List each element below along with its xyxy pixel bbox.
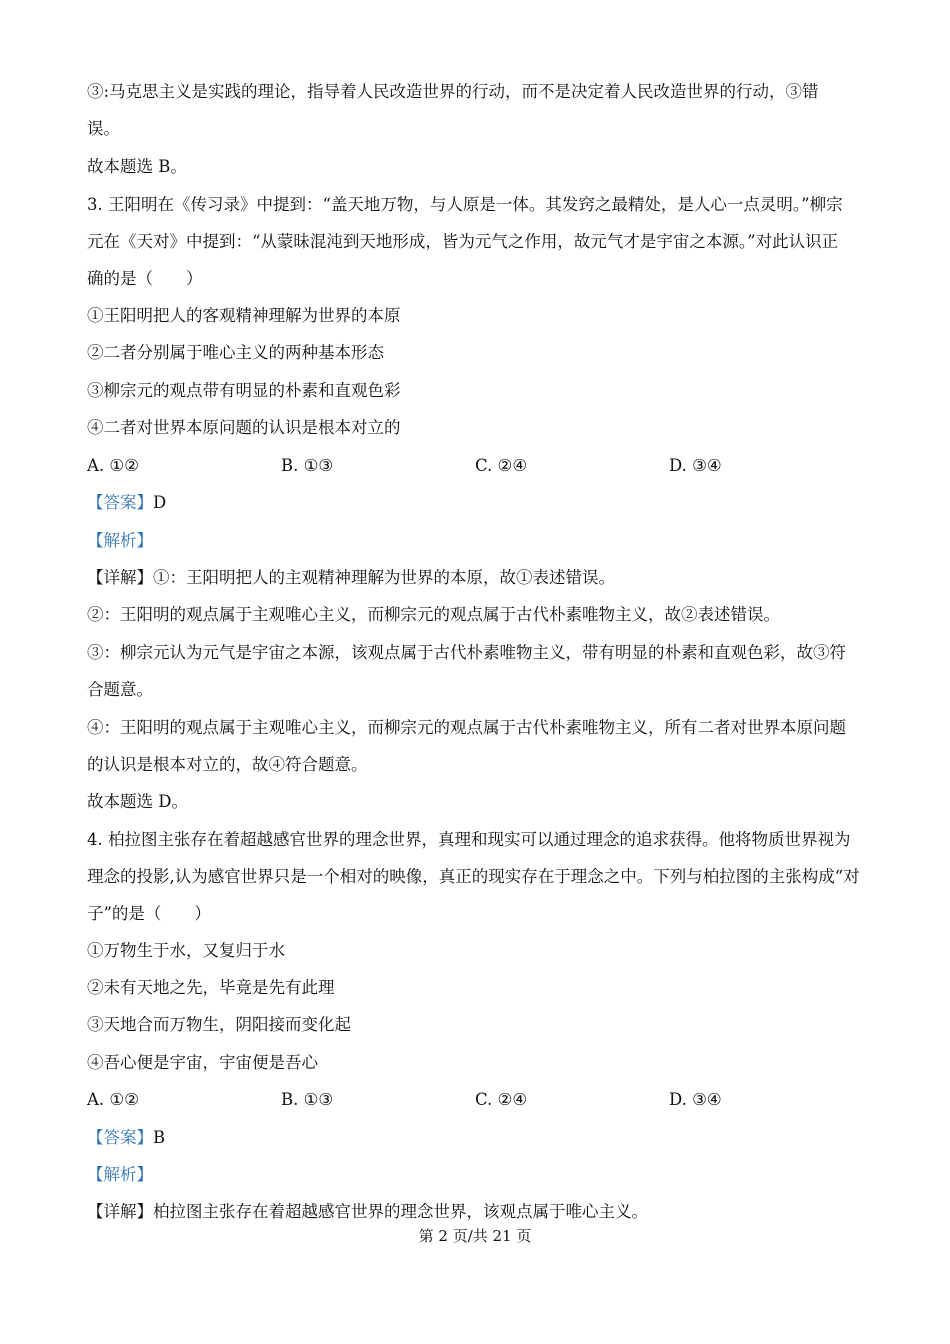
- q3-statement: ②二者分别属于唯心主义的两种基本形态: [87, 343, 384, 362]
- q3-stem-line: 确的是（ ）: [87, 269, 203, 288]
- q3-answer: [87, 492, 166, 514]
- q3-detail-line: ③：柳宗元认为元气是宇宙之本源，该观点属于古代朴素唯物主义，带有明显的朴素和直观色彩，故③符: [87, 643, 846, 662]
- detail-tag: 【详解】: [87, 1202, 153, 1221]
- analysis-tag: 【解析】: [87, 531, 153, 550]
- q4-detail-line: [87, 1201, 648, 1223]
- q4-statement: ①万物生于水，又复归于水: [87, 941, 285, 960]
- q4-statement: ③天地合而万物生，阴阳接而变化起: [87, 1015, 351, 1034]
- q4-stem-line: 理念的投影,认为感官世界只是一个相对的映像，真正的现实存在于理念之中。下列与柏拉图的主张构成“对: [87, 867, 860, 886]
- answer-tag: 【答案】: [87, 1128, 153, 1147]
- q4-stem-line: 子”的是（ ）: [87, 904, 211, 923]
- q3-detail-line: 合题意。: [87, 680, 153, 699]
- text-line: ③:马克思主义是实践的理论，指导着人民改造世界的行动，而不是决定着人民改造世界的行动，③错: [87, 82, 819, 101]
- answer-value: B: [153, 1128, 166, 1147]
- q4-option-d: D. ③④: [669, 1090, 722, 1109]
- q4-statement: ④吾心便是宇宙，宇宙便是吾心: [87, 1053, 318, 1072]
- detail-text: 柏拉图主张存在着超越感官世界的理念世界，该观点属于唯心主义。: [153, 1202, 648, 1221]
- text-line: 误。: [87, 119, 120, 138]
- text-line: 故本题选 B。: [87, 157, 187, 176]
- q4-statement: ②未有天地之先，毕竟是先有此理: [87, 978, 335, 997]
- q3-stem-line: 元在《天对》中提到：“从蒙昧混沌到天地形成，皆为元气之作用，故元气才是宇宙之本源。”对此认识正: [87, 232, 839, 251]
- page-footer: 第 2 页/共 21 页: [418, 1227, 532, 1245]
- q3-option-a: A. ①②: [87, 456, 139, 475]
- answer-value: D: [153, 493, 167, 512]
- q3-option-c: C. ②④: [475, 456, 528, 475]
- q3-stem-line: 3. 王阳明在《传习录》中提到：“盖天地万物，与人原是一体。其发窍之最精处，是人心一点灵明。”柳宗: [87, 195, 843, 214]
- q3-statement: ③柳宗元的观点带有明显的朴素和直观色彩: [87, 381, 401, 400]
- q3-detail-line: 的认识是根本对立的，故④符合题意。: [87, 755, 368, 774]
- q3-option-b: B. ①③: [281, 456, 334, 475]
- analysis-tag: 【解析】: [87, 1165, 153, 1184]
- q4-stem-line: 4. 柏拉图主张存在着超越感官世界的理念世界，真理和现实可以通过理念的追求获得。他将物质世界视为: [87, 830, 851, 849]
- q3-detail-line: 故本题选 D。: [87, 792, 188, 811]
- q4-option-c: C. ②④: [475, 1090, 528, 1109]
- detail-tag: 【详解】: [87, 568, 153, 587]
- detail-text: ①：王阳明把人的主观精神理解为世界的本原，故①表述错误。: [153, 568, 615, 587]
- q3-detail-line: ②：王阳明的观点属于主观唯心主义，而柳宗元的观点属于古代朴素唯物主义，故②表述错误。: [87, 605, 780, 624]
- q3-detail-line: ④：王阳明的观点属于主观唯心主义，而柳宗元的观点属于古代朴素唯物主义，所有二者对世界本原问题: [87, 718, 846, 737]
- q3-statement: ④二者对世界本原问题的认识是根本对立的: [87, 418, 401, 437]
- q3-statement: ①王阳明把人的客观精神理解为世界的本原: [87, 306, 401, 325]
- q4-option-a: A. ①②: [87, 1090, 139, 1109]
- q3-detail-line: [87, 567, 615, 589]
- q3-option-d: D. ③④: [669, 456, 722, 475]
- q4-option-b: B. ①③: [281, 1090, 334, 1109]
- q4-answer: [87, 1127, 165, 1149]
- answer-tag: 【答案】: [87, 493, 153, 512]
